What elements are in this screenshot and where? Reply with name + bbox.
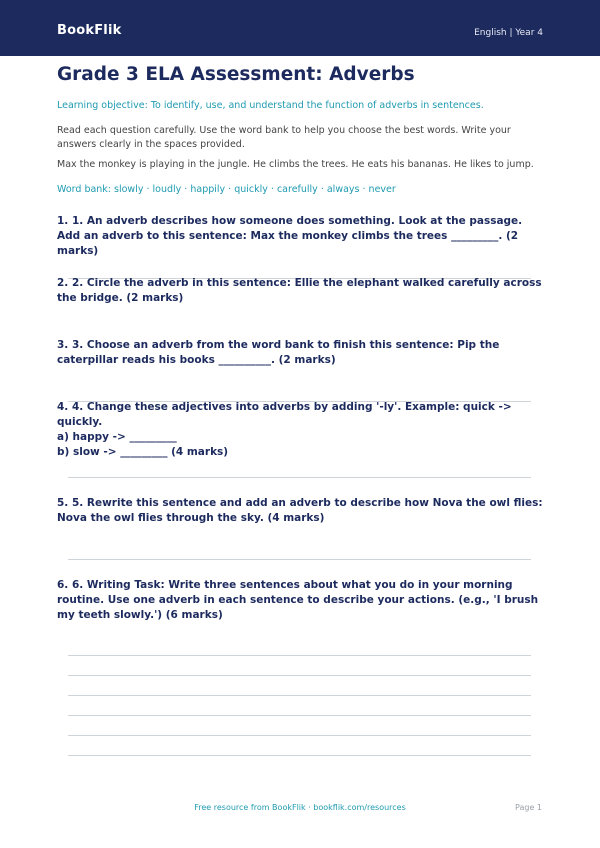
answer-line[interactable] [68, 655, 531, 656]
question-6-text: 6. 6. Writing Task: Write three sentences about what you do in your morning routine. Use one adverb in each sentence to describe your actions. (e.g., 'I brush my teeth slowly.') (6 marks) [57, 579, 539, 621]
question-4-text: 4. 4. Change these adjectives into adverbs by adding '-ly'. Example: quick -> quickly. [57, 401, 512, 428]
footer-resource-link[interactable]: Free resource from BookFlik · bookflik.com/resources [194, 803, 406, 812]
answer-line[interactable] [68, 755, 531, 756]
question-5 [57, 496, 543, 526]
question-3 [57, 338, 543, 368]
answer-line[interactable] [68, 675, 531, 676]
question-4 [57, 400, 543, 460]
question-4-part-a: a) happy -> _________ [57, 431, 177, 443]
brand-logo[interactable]: BookFlik [57, 23, 122, 38]
question-2-text: 2. 2. Circle the adverb in this sentence: Ellie the elephant walked carefully across the bridge. (2 marks) [57, 277, 542, 304]
answer-line[interactable] [68, 559, 531, 560]
question-1-text: 1. 1. An adverb describes how someone does something. Look at the passage. Add an adverb to this sentence: Max the monkey climbs the trees _________. (2 marks) [57, 215, 523, 257]
question-5-text: 5. 5. Rewrite this sentence and add an adverb to describe how Nova the owl flies: Nova the owl flies through the sky. (4 marks) [57, 497, 543, 524]
word-bank: Word bank: slowly · loudly · happily · quickly · carefully · always · never [57, 184, 396, 195]
page-title: Grade 3 ELA Assessment: Adverbs [57, 64, 415, 85]
answer-line[interactable] [68, 477, 531, 478]
question-6 [57, 578, 543, 623]
question-2 [57, 276, 543, 306]
reading-passage: Max the monkey is playing in the jungle. He climbs the trees. He eats his bananas. He likes to jump. [57, 159, 534, 170]
learning-objective: Learning objective: To identify, use, and understand the function of adverbs in sentences. [57, 100, 484, 111]
instructions: Read each question carefully. Use the word bank to help you choose the best words. Write your answers clearly in the spaces provided. [57, 125, 511, 150]
answer-line[interactable] [68, 735, 531, 736]
page-header [0, 0, 600, 56]
page-number: Page 1 [515, 803, 542, 812]
subject-year-label: English | Year 4 [474, 28, 543, 38]
answer-line[interactable] [68, 715, 531, 716]
question-4-part-b: b) slow -> _________ (4 marks) [57, 446, 229, 458]
question-3-text: 3. 3. Choose an adverb from the word bank to finish this sentence: Pip the caterpillar reads his books __________. (2 marks) [57, 339, 500, 366]
answer-line[interactable] [68, 695, 531, 696]
question-1 [57, 214, 543, 259]
